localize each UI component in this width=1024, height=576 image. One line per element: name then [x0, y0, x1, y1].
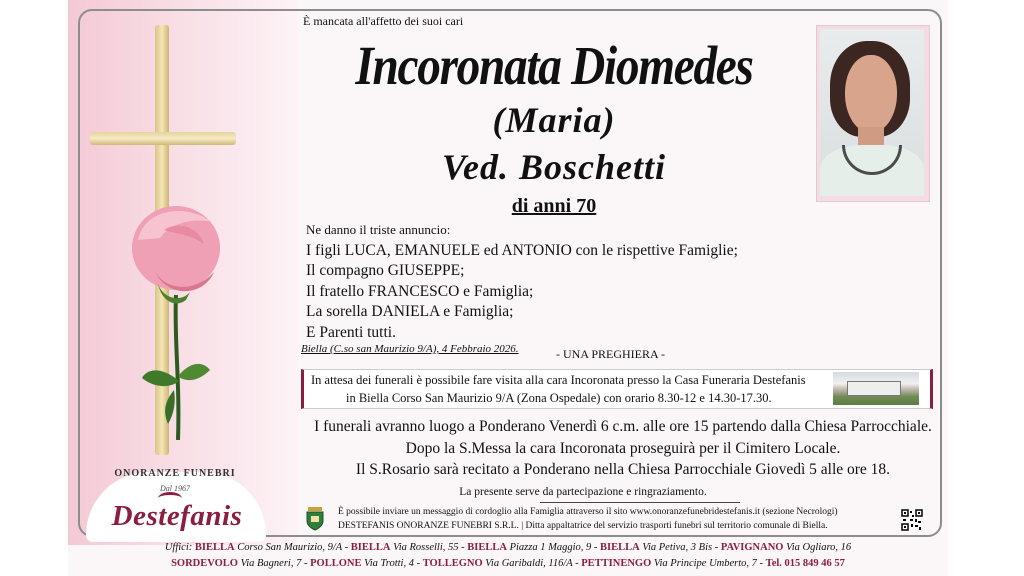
office-address: Via Petiva, 3 Bis	[642, 542, 713, 553]
office-city: BIELLA	[194, 542, 235, 553]
office-city: BIELLA	[350, 542, 391, 553]
logo-since: Dal 1967	[160, 484, 190, 493]
offices-row-1: Uffici: BIELLA Corso San Maurizio, 9/A - BIELLA Via Rosselli, 55 - BIELLA Piazza 1 Maggio, 9 - BIELLA Via Petiva, 3 Bis - PAVIGNANO Via Ogliaro, 16	[164, 542, 852, 553]
logo-subtitle: ONORANZE FUNEBRI	[114, 468, 236, 479]
rose-icon	[124, 200, 244, 440]
qr-code-icon[interactable]	[901, 509, 923, 531]
office-city: PAVIGNANO	[720, 542, 784, 553]
thanks-note: La presente serve da partecipazione e ringraziamento.	[459, 486, 707, 498]
divider	[540, 502, 740, 503]
company-info: DESTEFANIS ONORANZE FUNEBRI S.R.L. | Ditta appaltatrice del servizio trasporti funebri sul territorio comunale di Biella.	[338, 521, 828, 531]
deceased-age: di anni 70	[511, 195, 597, 217]
family-line: I figli LUCA, EMANUELE ed ANTONIO con le rispettive Famiglie;	[306, 241, 738, 259]
portrait-face	[845, 55, 897, 133]
office-city: SORDEVOLO	[171, 558, 238, 569]
offices-row-2: SORDEVOLO Via Bagneri, 7 - POLLONE Via Trotti, 4 - TOLLEGNO Via Garibaldi, 116/A - PETTINENGO Via Principe Umberto, 7 - Tel. 015 849 46 57	[171, 558, 845, 569]
funeral-line-2: Dopo la S.Messa la cara Incoronata proseguirà per il Cimitero Locale.	[405, 440, 841, 457]
deceased-nickname: (Maria)	[492, 100, 616, 140]
office-address: Via Ogliaro, 16	[786, 542, 852, 553]
family-announcement	[306, 220, 738, 343]
building-shape	[847, 381, 901, 396]
family-line: La sorella DANIELA e Famiglia;	[306, 303, 514, 320]
funeral-line-1: I funerali avranno luogo a Ponderano Venerdì 6 c.m. alle ore 15 partendo dalla Chiesa Parrocchiale.	[314, 418, 932, 435]
cross-arm	[90, 132, 236, 145]
office-address: Via Garibaldi, 116/A	[485, 558, 573, 569]
visit-line-1: In attesa dei funerali è possibile fare visita alla cara Incoronata presso la Casa Funeraria Destefanis	[311, 373, 806, 387]
deceased-widow-of: Ved. Boschetti	[441, 147, 666, 187]
family-line: Il compagno GIUSEPPE;	[306, 262, 465, 279]
funeral-line-3: Il S.Rosario sarà recitato a Ponderano nella Chiesa Parrocchiale Giovedì 5 alle ore 18.	[355, 461, 891, 478]
family-line: Il fratello FRANCESCO e Famiglia;	[306, 282, 534, 300]
office-address: Via Bagneri, 7	[240, 558, 302, 569]
funeral-home-photo	[833, 372, 919, 405]
condolence-message: È possibile inviare un messaggio di cordoglio alla Famiglia attraverso il sito www.onoranzefunebridestefanis.it (sezione Necrologi)	[338, 507, 838, 517]
visit-line-2: in Biella Corso San Maurizio 9/A (Zona Ospedale) con orario 8.30-12 e 14.30-17.30.	[346, 391, 772, 405]
logo-name: Destefanis	[111, 500, 243, 532]
office-address: Via Principe Umberto, 7	[653, 558, 757, 569]
office-city: BIELLA	[600, 542, 640, 553]
office-city: POLLONE	[310, 558, 362, 569]
office-city: PETTINENGO	[581, 558, 652, 569]
office-address: Corso San Maurizio, 9/A	[237, 542, 343, 553]
family-line: E Parenti tutti.	[306, 323, 396, 341]
crest-icon	[305, 507, 325, 531]
deceased-name: Incoronata Diomedes	[355, 35, 753, 96]
office-phone[interactable]: Tel. 015 849 46 57	[765, 558, 845, 569]
office-address: Piazza 1 Maggio, 9	[509, 542, 592, 553]
office-address: Via Rosselli, 55	[393, 542, 459, 553]
family-lead: Ne danno il triste annuncio:	[306, 222, 451, 237]
office-city: BIELLA	[467, 542, 507, 553]
place-date: Biella (C.so san Maurizio 9/A), 4 Febbraio 2026.	[301, 343, 519, 355]
office-city: TOLLEGNO	[422, 558, 483, 569]
portrait-photo	[820, 29, 924, 196]
prayer-note: - UNA PREGHIERA -	[556, 347, 666, 361]
intro-text: È mancata all'affetto dei suoi cari	[303, 14, 464, 28]
office-address: Via Trotti, 4	[364, 558, 414, 569]
